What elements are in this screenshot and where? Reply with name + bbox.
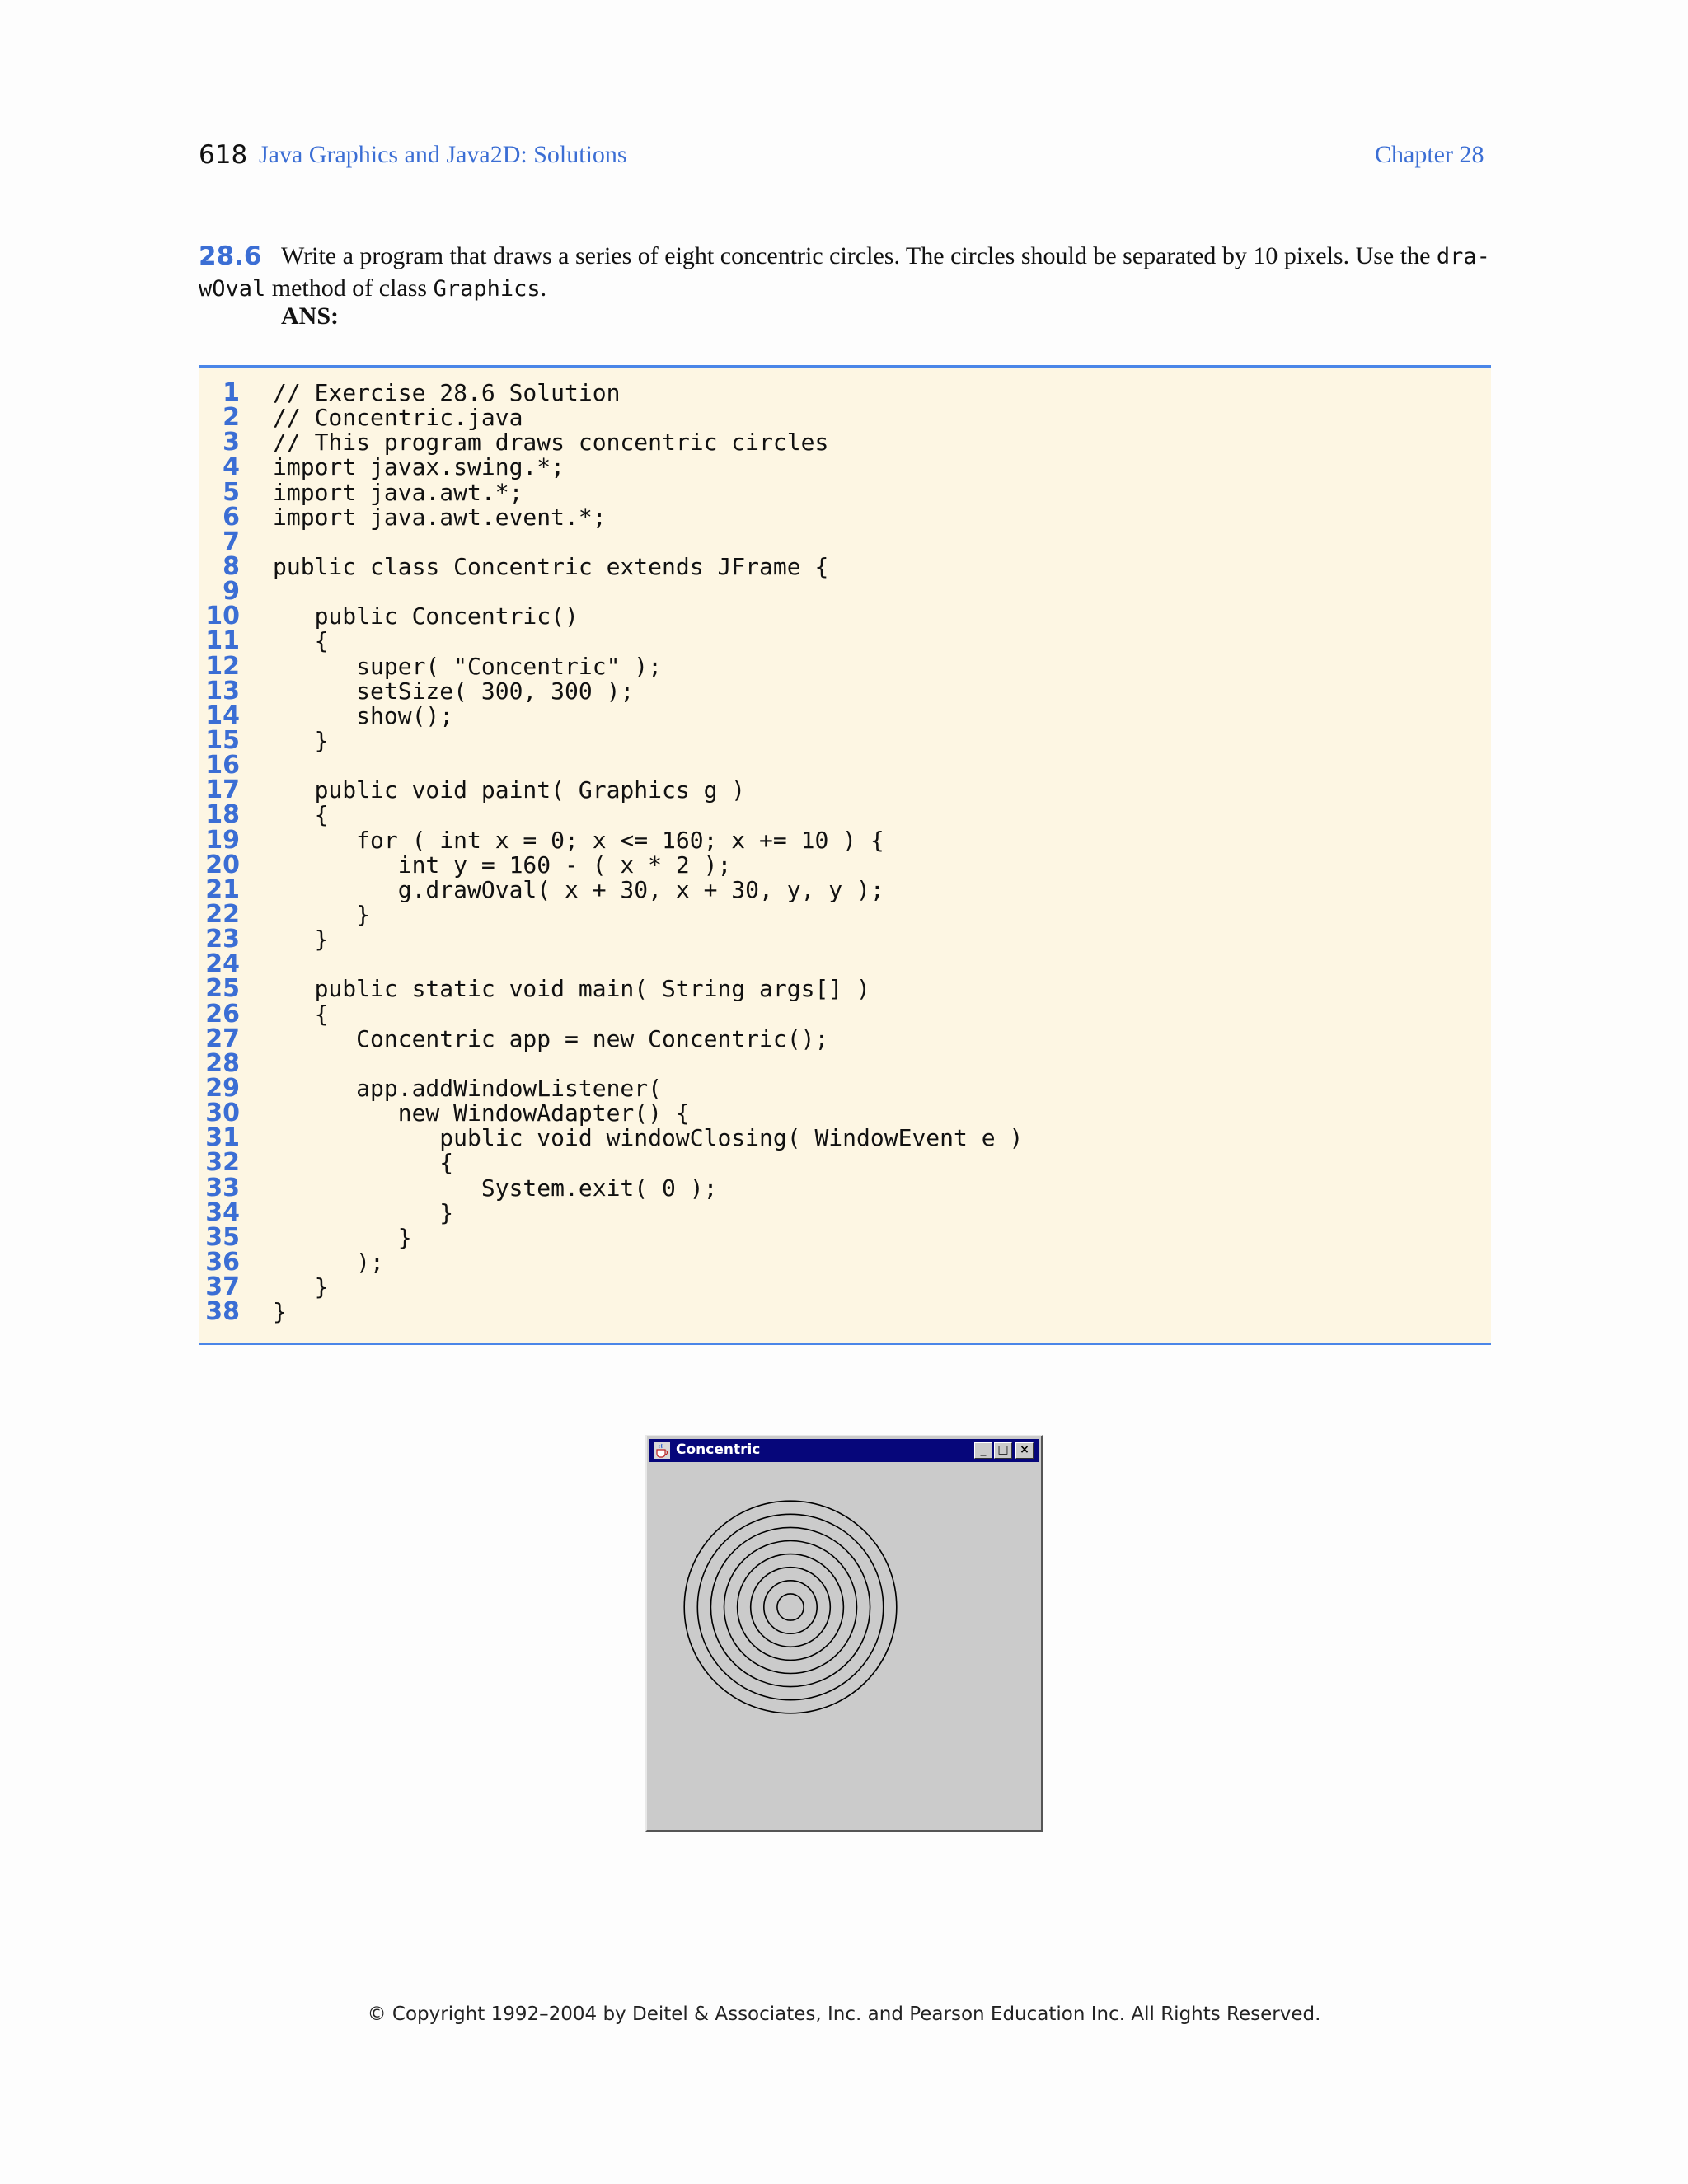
line-number: 7 (223, 527, 240, 556)
line-number: 23 (205, 925, 240, 954)
line-number: 34 (205, 1197, 240, 1227)
close-button[interactable]: × (1015, 1442, 1034, 1459)
code-line (273, 530, 1023, 555)
code-line: super( "Concentric" ); (273, 652, 663, 680)
exercise-code-method: dra-wOval (199, 244, 1490, 302)
chapter-label: Chapter 28 (1375, 141, 1484, 168)
code-line: Concentric app = new Concentric(); (273, 1024, 829, 1052)
code-line (273, 579, 1023, 604)
line-number: 18 (205, 800, 240, 830)
code-line: } (273, 1223, 412, 1251)
running-title: Java Graphics and Java2D: Solutions (259, 141, 627, 168)
line-number: 11 (205, 626, 240, 656)
code-line: ); (273, 1248, 384, 1276)
line-number: 25 (205, 974, 240, 1004)
code-line: for ( int x = 0; x <= 160; x += 10 ) { (273, 826, 884, 854)
minimize-button[interactable]: _ (974, 1442, 992, 1459)
line-number: 29 (205, 1073, 240, 1103)
code-line: } (273, 1298, 287, 1326)
line-number: 24 (205, 949, 240, 979)
code-line: app.addWindowListener( (273, 1074, 663, 1102)
code-line: System.exit( 0 ); (273, 1174, 718, 1202)
code-line: import java.awt.*; (273, 478, 523, 506)
line-number: 37 (205, 1272, 240, 1302)
concentric-circle (724, 1541, 857, 1674)
line-number: 8 (223, 551, 240, 581)
code-line: public static void main( String args[] ) (273, 975, 870, 1003)
line-number: 10 (205, 602, 240, 631)
code-line: public void windowClosing( WindowEvent e ) (273, 1124, 1024, 1152)
line-number: 21 (205, 874, 240, 904)
line-number: 5 (223, 477, 240, 507)
line-number: 38 (205, 1297, 240, 1327)
line-number: 26 (205, 999, 240, 1029)
line-number: 16 (205, 751, 240, 780)
line-number: 27 (205, 1024, 240, 1053)
code-line: } (273, 926, 329, 954)
concentric-circle (684, 1501, 897, 1713)
code-line: { (273, 1149, 454, 1177)
code-line: g.drawOval( x + 30, x + 30, y, y ); (273, 875, 884, 903)
code-line: // This program draws concentric circles (273, 429, 829, 457)
exercise-code-class: Graphics (433, 276, 541, 302)
exercise-text-part1: Write a program that draws a series of eight concentric circles. The circles should be separated by 10 pixels. Use the (281, 242, 1437, 269)
code-line: } (273, 1198, 454, 1226)
line-number: 3 (223, 428, 240, 457)
line-number: 1 (223, 378, 240, 407)
code-line: // Exercise 28.6 Solution (273, 379, 621, 406)
copyright-notice: © Copyright 1992–2004 by Deitel & Associates, Inc. and Pearson Education Inc. All Rights Reserved. (367, 2004, 1321, 2025)
code-line: public class Concentric extends JFrame { (273, 552, 829, 580)
line-number: 17 (205, 776, 240, 805)
code-line: } (273, 900, 371, 928)
line-number: 30 (205, 1099, 240, 1128)
code-line: { (273, 1000, 329, 1028)
answer-label: ANS: (281, 302, 340, 330)
code-listing (199, 365, 1491, 1345)
exercise-text-part3: . (540, 274, 547, 302)
code-line: public Concentric() (273, 602, 579, 630)
concentric-circle (710, 1527, 870, 1686)
line-number: 31 (205, 1123, 240, 1153)
exercise-number: 28.6 (199, 241, 262, 271)
line-number: 20 (205, 850, 240, 879)
code-line: import javax.swing.*; (273, 453, 565, 481)
code-line: show(); (273, 701, 454, 729)
drawing-canvas (647, 1461, 1041, 1830)
line-number: 32 (205, 1148, 240, 1178)
maximize-button[interactable]: □ (994, 1442, 1012, 1459)
line-number: 28 (205, 1048, 240, 1078)
line-number: 14 (205, 701, 240, 730)
line-number: 22 (205, 899, 240, 929)
app-window (645, 1435, 1043, 1832)
code-line: // Concentric.java (273, 404, 523, 432)
concentric-circle (738, 1554, 844, 1661)
window-titlebar[interactable] (649, 1439, 1039, 1462)
window-title: Concentric (676, 1441, 761, 1458)
page-number: 618 (199, 140, 248, 170)
code-line: { (273, 627, 329, 655)
concentric-circle (764, 1581, 817, 1633)
code-line (273, 753, 1023, 778)
code-line: } (273, 726, 329, 754)
line-number: 12 (205, 651, 240, 681)
line-number: 35 (205, 1222, 240, 1252)
code-line: int y = 160 - ( x * 2 ); (273, 851, 732, 879)
code-line: import java.awt.event.*; (273, 503, 607, 531)
code-line (273, 952, 1023, 977)
line-number: 13 (205, 676, 240, 705)
java-cup-icon (654, 1442, 670, 1459)
code-line (273, 1052, 1023, 1076)
concentric-circle (697, 1514, 883, 1699)
exercise-text-part2: method of class (265, 274, 434, 302)
line-number: 36 (205, 1247, 240, 1277)
line-number: 4 (223, 452, 240, 482)
line-number: 9 (223, 577, 240, 607)
concentric-circle (777, 1594, 804, 1620)
line-number: 19 (205, 825, 240, 855)
code-column (273, 381, 1023, 1324)
line-number: 15 (205, 725, 240, 755)
exercise-statement (199, 241, 1491, 305)
code-line: public void paint( Graphics g ) (273, 776, 746, 804)
line-number: 33 (205, 1173, 240, 1202)
line-number-column (199, 378, 240, 1327)
code-line: setSize( 300, 300 ); (273, 677, 635, 705)
line-number: 6 (223, 502, 240, 532)
line-number: 2 (223, 403, 240, 433)
concentric-circle (751, 1568, 831, 1647)
code-line: } (273, 1273, 329, 1301)
code-line: new WindowAdapter() { (273, 1099, 690, 1127)
code-line: { (273, 801, 329, 829)
